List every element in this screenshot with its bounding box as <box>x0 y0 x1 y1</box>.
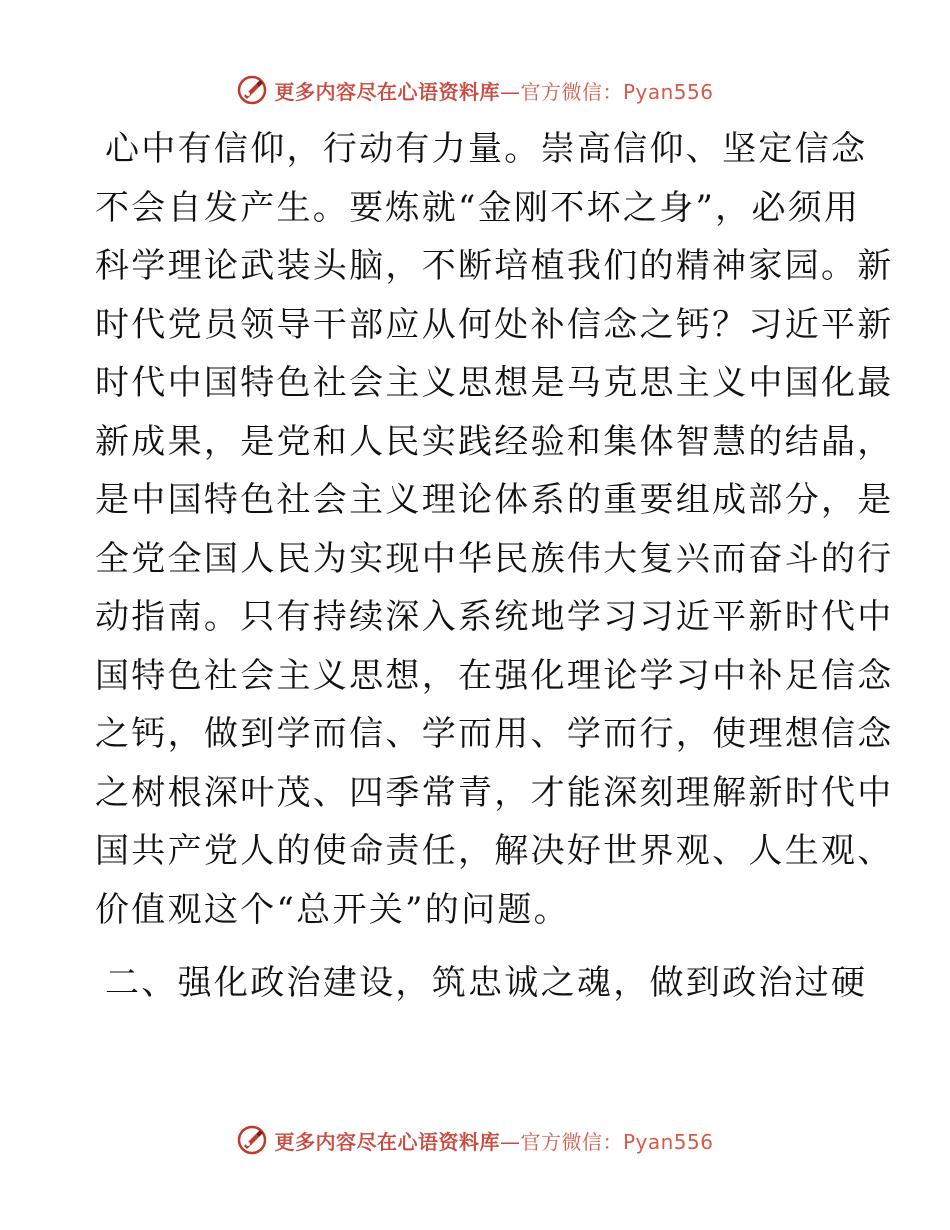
paragraph-line: 之钙，做到学而信、学而用、学而行，使理想信念 <box>95 714 894 754</box>
watermark-main: 更多内容尽在心语资料库 <box>274 1129 500 1154</box>
footer-watermark <box>0 1120 950 1160</box>
watermark-wechat: 官方微信：Pyan556 <box>520 1129 714 1154</box>
body-paragraph <box>95 120 894 939</box>
paragraph-line: 之树根深叶茂、四季常青，才能深刻理解新时代中 <box>95 772 894 813</box>
paragraph-line: 全党全国人民为实现中华民族伟大复兴而奋斗的行 <box>95 538 894 579</box>
paragraph-line: 心中有信仰，行动有力量。崇高信仰、坚定信念 <box>105 129 868 169</box>
paragraph-line: 国共产党人的使命责任，解决好世界观、人生观、 <box>95 831 894 871</box>
watermark-text <box>274 1126 713 1155</box>
paragraph-line: 时代党员领导干部应从何处补信念之钙？习近平新 <box>95 304 894 345</box>
pen-logo-icon <box>236 74 268 106</box>
paragraph-line: 价值观这个“总开关”的问题。 <box>95 889 570 930</box>
header-watermark <box>0 70 950 110</box>
paragraph-line: 国特色社会主义思想，在强化理论学习中补足信念 <box>95 655 894 696</box>
watermark-separator: — <box>499 79 521 104</box>
paragraph-line: 不会自发产生。要炼就“金刚不坏之身”，必须用 <box>95 187 861 228</box>
section-heading: 二、强化政治建设，筑忠诚之魂，做到政治过硬 <box>105 963 868 1003</box>
paragraph-line: 时代中国特色社会主义思想是马克思主义中国化最 <box>95 363 894 403</box>
watermark-text <box>274 76 713 105</box>
paragraph-line: 是中国特色社会主义理论体系的重要组成部分，是 <box>95 480 894 520</box>
watermark-separator: — <box>499 1129 521 1154</box>
pen-logo-icon <box>236 1124 268 1156</box>
paragraph-line: 动指南。只有持续深入系统地学习习近平新时代中 <box>95 597 894 637</box>
watermark-wechat: 官方微信：Pyan556 <box>520 79 714 104</box>
watermark-main: 更多内容尽在心语资料库 <box>274 79 500 104</box>
paragraph-line: 新成果，是党和人民实践经验和集体智慧的结晶， <box>95 421 894 462</box>
paragraph-line: 科学理论武装头脑，不断培植我们的精神家园。新 <box>95 246 894 286</box>
